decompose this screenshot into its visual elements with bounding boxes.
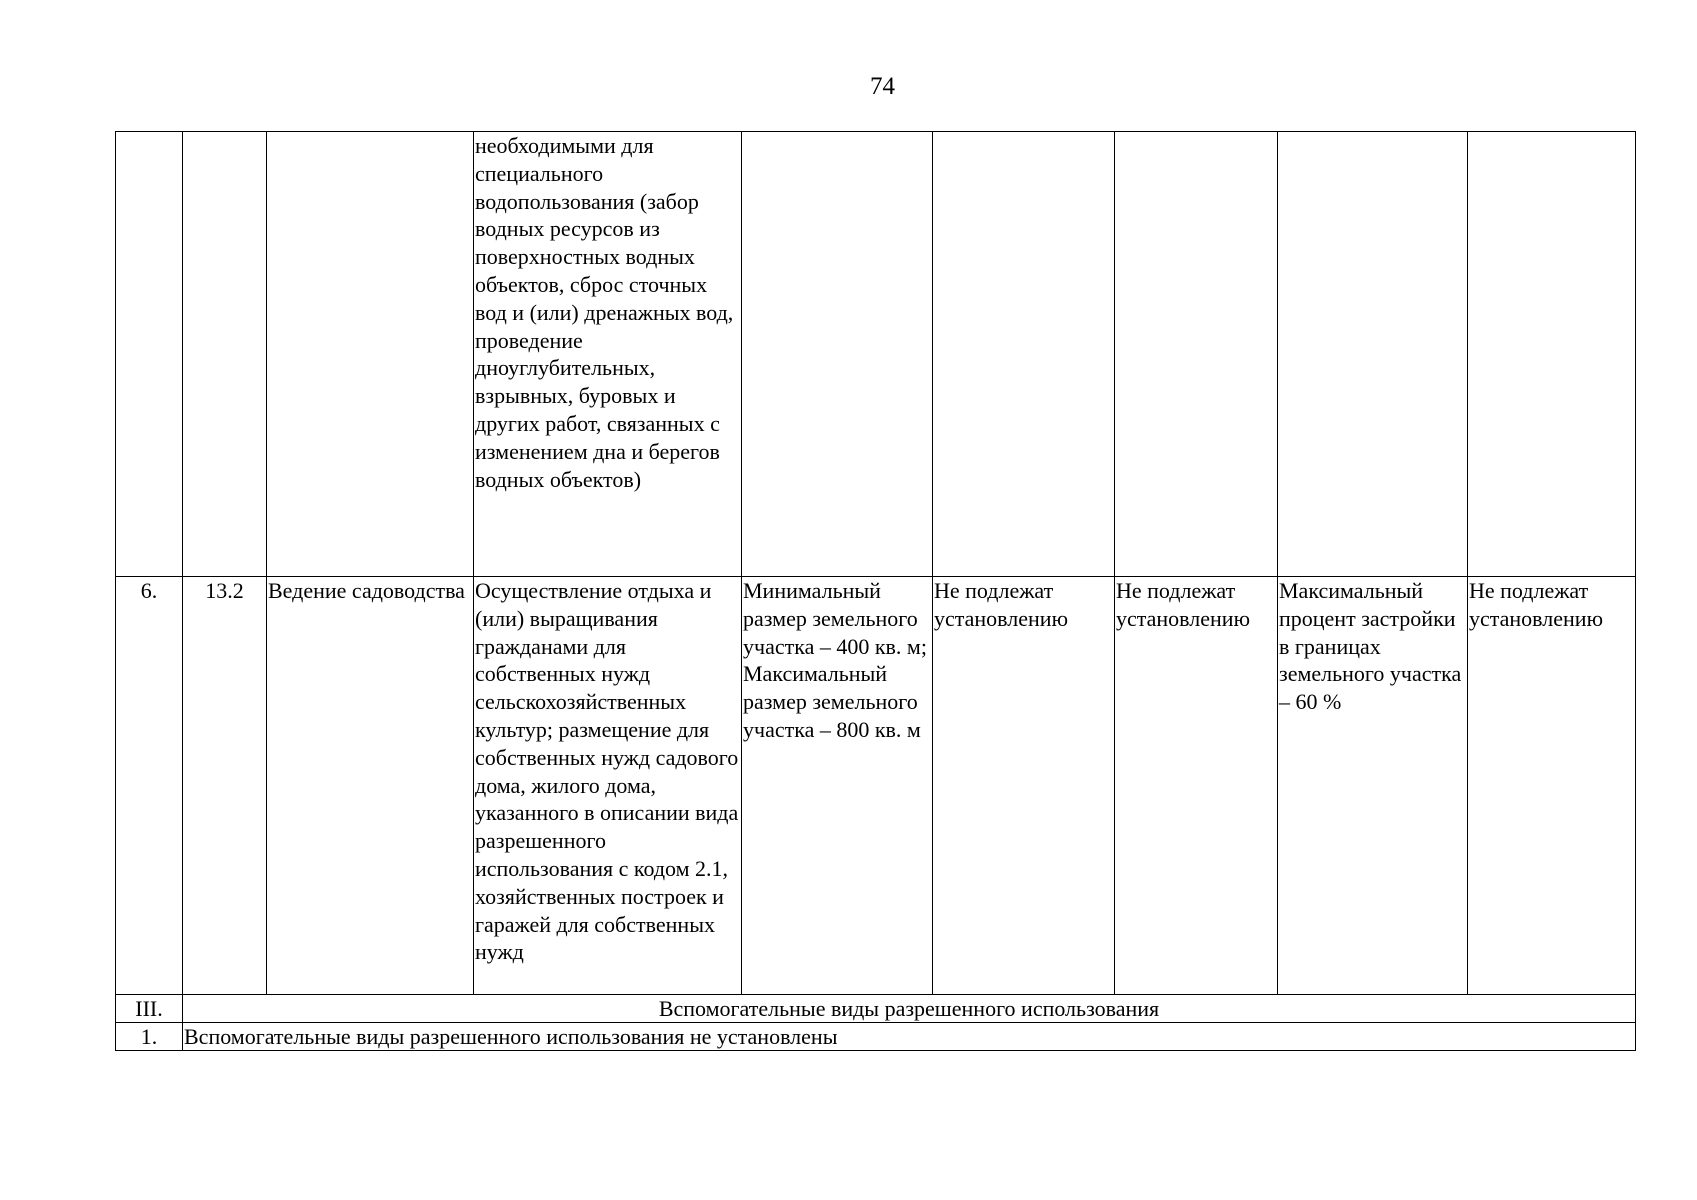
cell-plot-size [742,132,933,577]
cell-col6 [933,132,1115,577]
cell-name [267,132,474,577]
cell-name: Ведение садоводства [267,577,474,995]
cell-col9: Не подлежат установлению [1468,577,1636,995]
section-row [116,995,1636,1023]
cell-col7 [1115,132,1278,577]
cell-code: 13.2 [183,577,267,995]
cell-number: 6. [116,577,183,995]
cell-aux-text: Вспомогательные виды разрешенного использования не установлены [183,1023,1636,1051]
cell-build-percent: Максимальный процент застройки в границах земельного участка – 60 % [1278,577,1468,995]
cell-code [183,132,267,577]
section-number: III. [116,995,183,1023]
table-row [116,577,1636,995]
cell-col7: Не подлежат установлению [1115,577,1278,995]
land-use-table [115,131,1636,1051]
cell-build-percent [1278,132,1468,577]
cell-col9 [1468,132,1636,577]
cell-description: Осуществление отдыха и (или) выращивания гражданами для собственных нужд сельскохозяйственных культур; размещение для собственных нужд садового дома, жилого дома, указанного в описании вида разрешенного использования с кодом 2.1, хозяйственных построек и гаражей для собственных нужд [474,577,742,995]
cell-plot-size: Минимальный размер земельного участка – 400 кв. м; Максимальный размер земельного участка – 800 кв. м [742,577,933,995]
table-row [116,1023,1636,1051]
cell-description: необходимыми для специального водопользования (забор водных ресурсов из поверхностных водных объектов, сброс сточных вод и (или) дренажных вод, проведение дноуглубительных, взрывных, буровых и других работ, связанных с изменением дна и берегов водных объектов) [474,132,742,577]
table-row-continuation [116,132,1636,577]
cell-number: 1. [116,1023,183,1051]
cell-number [116,132,183,577]
page-number: 74 [870,73,895,100]
cell-col6: Не подлежат установлению [933,577,1115,995]
section-title: Вспомогательные виды разрешенного использования [183,995,1636,1023]
